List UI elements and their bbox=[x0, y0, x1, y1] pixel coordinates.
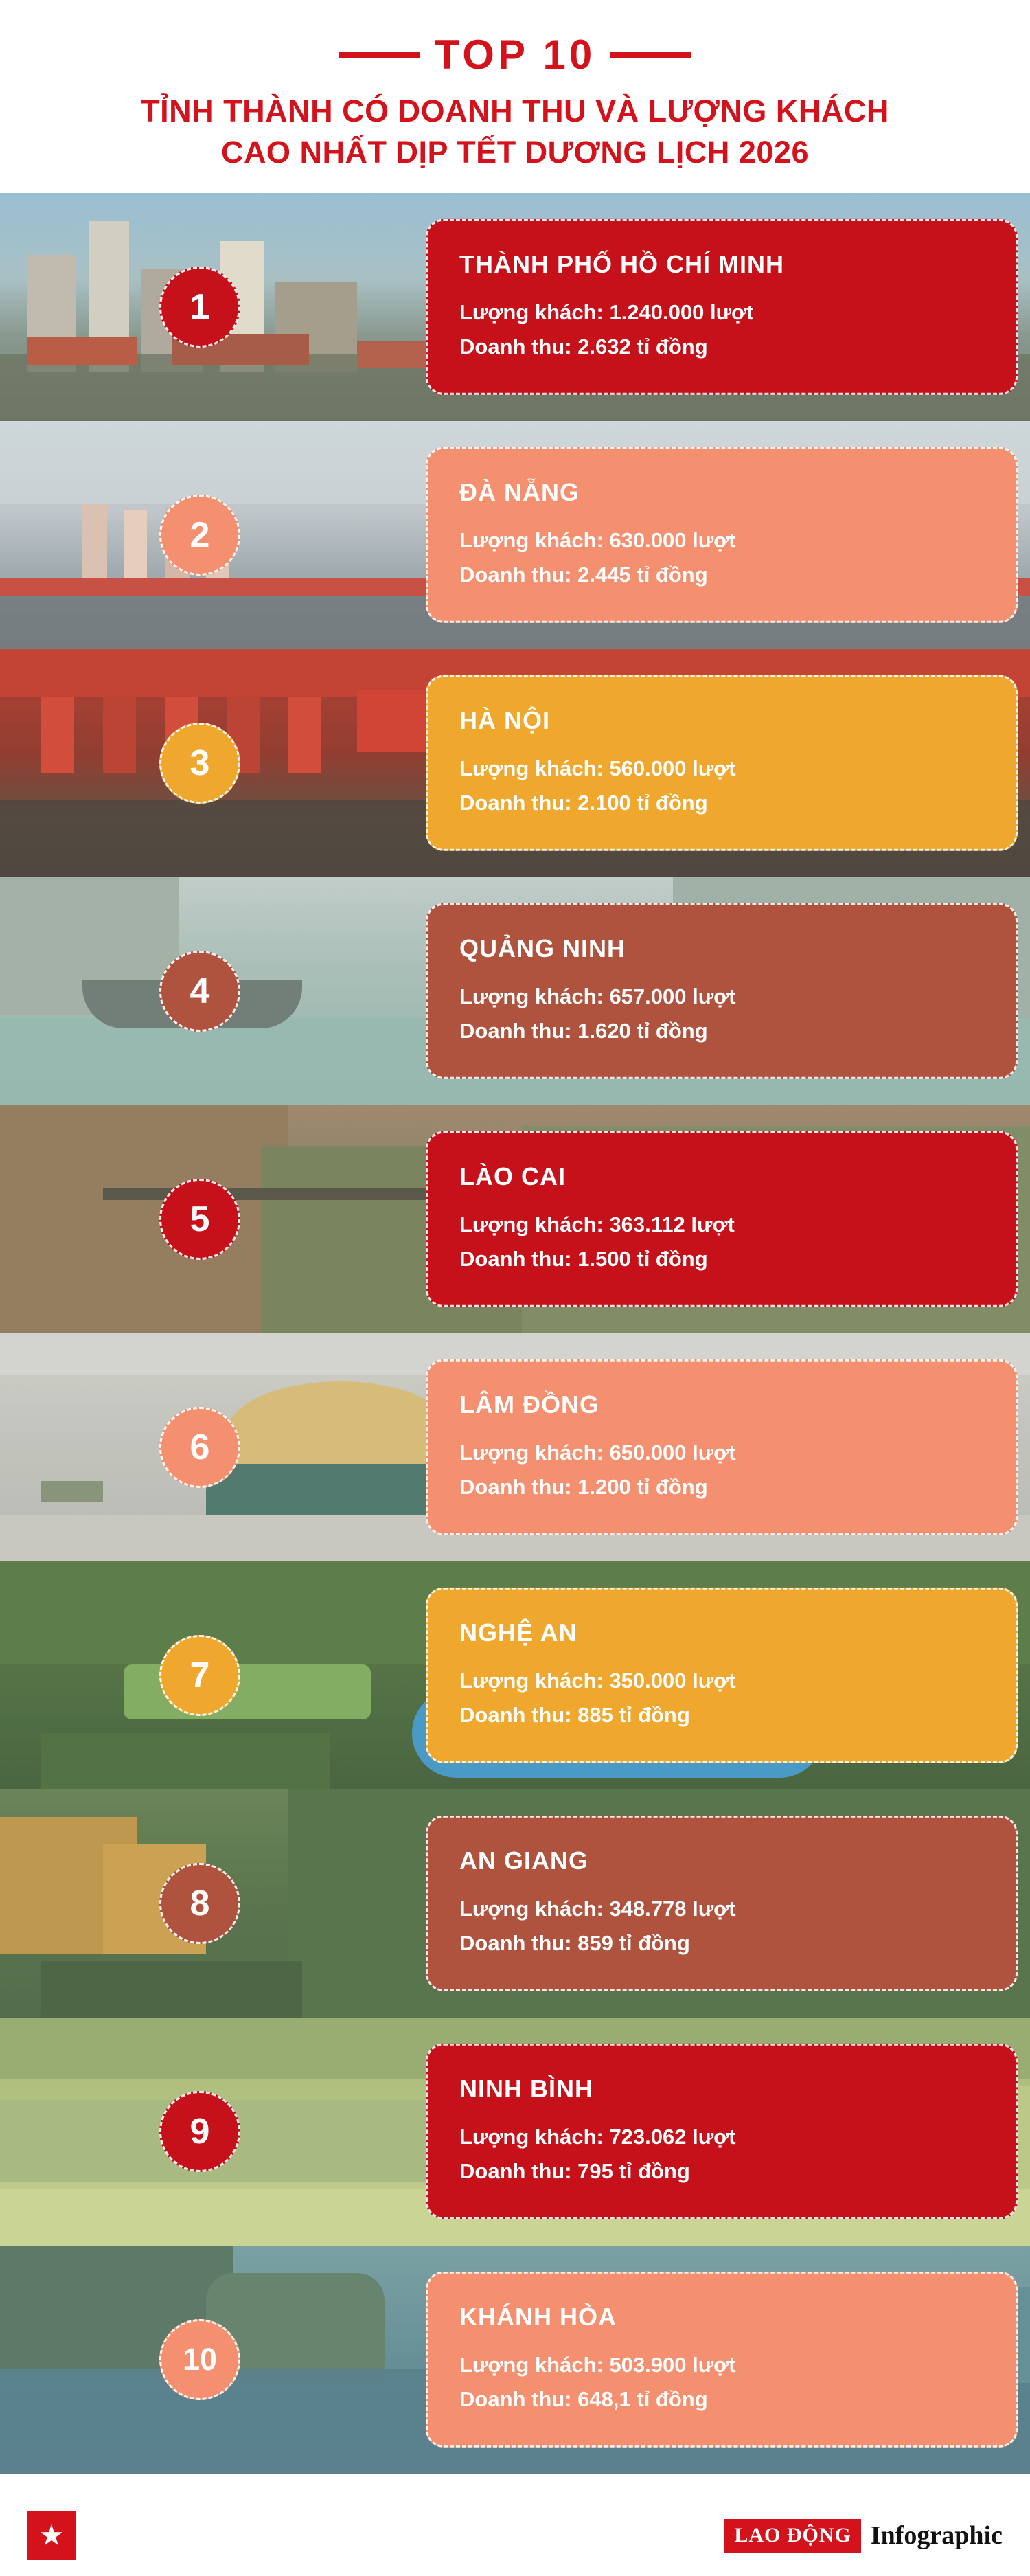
province-card bbox=[426, 1131, 1018, 1307]
visitors-stat: Lượng khách: 650.000 lượt bbox=[459, 1440, 736, 1465]
star-icon bbox=[27, 2511, 76, 2560]
province-name: QUẢNG NINH bbox=[459, 934, 626, 962]
visitors-stat: Lượng khách: 1.240.000 lượt bbox=[459, 300, 754, 324]
province-name: NGHỆ AN bbox=[459, 1618, 577, 1647]
list-item bbox=[0, 193, 1030, 421]
province-card bbox=[426, 2271, 1018, 2447]
rank-number: 7 bbox=[190, 1655, 210, 1695]
brand-logo: LAO ĐỘNG bbox=[724, 2519, 861, 2553]
rank-number: 8 bbox=[190, 1883, 210, 1923]
list-item bbox=[0, 2018, 1030, 2246]
rank-number: 9 bbox=[190, 2111, 210, 2151]
province-card bbox=[426, 903, 1018, 1078]
revenue-stat: Doanh thu: 1.500 tỉ đồng bbox=[459, 1246, 708, 1271]
province-name: HÀ NỘI bbox=[459, 705, 550, 734]
revenue-stat: Doanh thu: 885 tỉ đồng bbox=[459, 1702, 690, 1727]
list-item bbox=[0, 1333, 1030, 1561]
province-name: LÀO CAI bbox=[459, 1162, 566, 1190]
list-item bbox=[0, 2246, 1030, 2474]
footer bbox=[0, 2495, 1030, 2576]
rank-number: 10 bbox=[182, 2341, 218, 2377]
list-item bbox=[0, 877, 1030, 1105]
rank-badge bbox=[159, 2091, 240, 2172]
rank-badge bbox=[159, 1863, 240, 1944]
rank-badge bbox=[159, 1179, 240, 1260]
rule-left bbox=[339, 52, 420, 58]
revenue-stat: Doanh thu: 2.632 tỉ đồng bbox=[459, 334, 708, 359]
province-name: AN GIANG bbox=[459, 1846, 588, 1875]
rank-badge bbox=[159, 2319, 240, 2400]
rank-badge bbox=[159, 1407, 240, 1488]
list-item bbox=[0, 1561, 1030, 1789]
list-item bbox=[0, 1789, 1030, 2018]
province-card bbox=[426, 2043, 1018, 2219]
kicker-row bbox=[0, 31, 1030, 78]
rank-badge bbox=[159, 723, 240, 804]
brand-word: Infographic bbox=[870, 2521, 1003, 2550]
province-card bbox=[426, 675, 1018, 850]
province-card bbox=[426, 1587, 1018, 1763]
revenue-stat: Doanh thu: 648,1 tỉ đồng bbox=[459, 2386, 708, 2411]
rank-number: 4 bbox=[190, 971, 210, 1011]
province-name: KHÁNH HÒA bbox=[459, 2302, 617, 2331]
rule-right bbox=[610, 52, 691, 58]
star-glyph: ★ bbox=[38, 2519, 65, 2551]
province-name: NINH BÌNH bbox=[459, 2074, 593, 2103]
rank-number: 6 bbox=[190, 1427, 210, 1467]
province-card bbox=[426, 1359, 1018, 1535]
visitors-stat: Lượng khách: 350.000 lượt bbox=[459, 1668, 736, 1693]
province-name: THÀNH PHỐ HỒ CHÍ MINH bbox=[459, 249, 784, 278]
revenue-stat: Doanh thu: 859 tỉ đồng bbox=[459, 1930, 690, 1955]
visitors-stat: Lượng khách: 657.000 lượt bbox=[459, 984, 736, 1008]
visitors-stat: Lượng khách: 363.112 lượt bbox=[459, 1212, 735, 1236]
ranking-list bbox=[0, 193, 1030, 2474]
list-item bbox=[0, 649, 1030, 877]
rank-badge bbox=[159, 1635, 240, 1716]
visitors-stat: Lượng khách: 503.900 lượt bbox=[459, 2352, 736, 2377]
visitors-stat: Lượng khách: 560.000 lượt bbox=[459, 756, 736, 780]
province-card bbox=[426, 1815, 1018, 1991]
revenue-stat: Doanh thu: 2.100 tỉ đồng bbox=[459, 790, 708, 815]
page-title-line1: TỈNH THÀNH CÓ DOANH THU VÀ LƯỢNG KHÁCH bbox=[141, 93, 889, 128]
kicker-text: TOP 10 bbox=[434, 32, 596, 78]
revenue-stat: Doanh thu: 795 tỉ đồng bbox=[459, 2158, 690, 2183]
rank-number: 5 bbox=[190, 1199, 210, 1239]
revenue-stat: Doanh thu: 1.620 tỉ đồng bbox=[459, 1018, 708, 1043]
list-item bbox=[0, 1105, 1030, 1333]
revenue-stat: Doanh thu: 2.445 tỉ đồng bbox=[459, 562, 708, 587]
revenue-stat: Doanh thu: 1.200 tỉ đồng bbox=[459, 1474, 708, 1499]
rank-badge bbox=[159, 495, 240, 576]
page-title-line2: CAO NHẤT DỊP TẾT DƯƠNG LỊCH 2026 bbox=[221, 135, 809, 170]
province-card bbox=[426, 218, 1018, 394]
province-name: LÂM ĐỒNG bbox=[459, 1390, 599, 1419]
province-card bbox=[426, 447, 1018, 622]
list-item bbox=[0, 421, 1030, 649]
rank-badge bbox=[159, 951, 240, 1032]
rank-number: 2 bbox=[190, 515, 210, 555]
rank-number: 1 bbox=[190, 286, 210, 327]
province-name: ĐÀ NẴNG bbox=[459, 477, 580, 506]
rank-badge bbox=[159, 267, 240, 348]
visitors-stat: Lượng khách: 630.000 lượt bbox=[459, 528, 736, 552]
rank-number: 3 bbox=[190, 743, 210, 783]
brand-lockup bbox=[724, 2519, 1003, 2553]
header bbox=[0, 0, 1030, 193]
visitors-stat: Lượng khách: 348.778 lượt bbox=[459, 1896, 736, 1921]
visitors-stat: Lượng khách: 723.062 lượt bbox=[459, 2124, 736, 2149]
